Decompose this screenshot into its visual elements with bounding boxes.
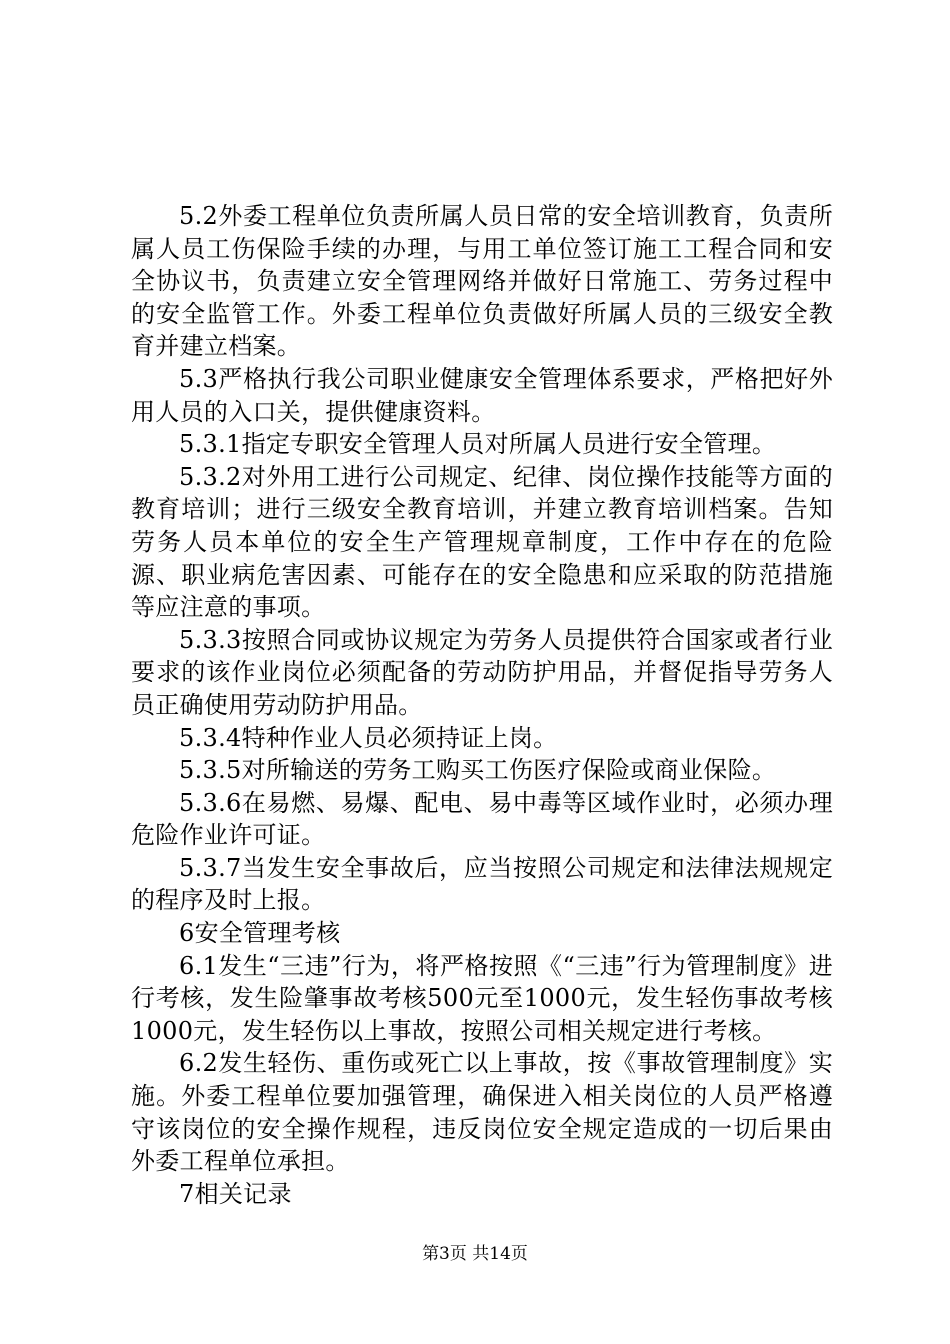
heading-7: 7相关记录 <box>179 1179 292 1208</box>
page-number: 第3页 共14页 <box>422 1244 528 1264</box>
heading-6: 6安全管理考核 <box>179 919 341 948</box>
paragraph-5-3-1: 5.3.1指定专职安全管理人员对所属人员进行安全管理。 <box>179 430 777 459</box>
paragraph-5-3-2: 5.3.2对外用工进行公司规定、纪律、岗位操作技能等方面的教育培训；进行三级安全教育培训，并建立教育培训档案。告知劳务人员本单位的安全生产管理规章制度，工作中存在的危险源、职业病危害因素、可能存在的安全隐患和应采取的防范措施等应注意的事项。 <box>131 462 833 622</box>
paragraph-5-3-4: 5.3.4特种作业人员必须持证上岗。 <box>179 723 558 752</box>
paragraph-5-3-3: 5.3.3按照合同或协议规定为劳务人员提供符合国家或者行业要求的该作业岗位必须配备的劳动防护用品，并督促指导劳务人员正确使用劳动防护用品。 <box>131 625 833 719</box>
paragraph-6-2: 6.2发生轻伤、重伤或死亡以上事故，按《事故管理制度》实施。外委工程单位要加强管理，确保进入相关岗位的人员严格遵守该岗位的安全操作规程，违反岗位安全规定造成的一切后果由外委工程单位承担。 <box>131 1049 833 1176</box>
paragraph-5-3-6: 5.3.6在易燃、易爆、配电、易中毒等区域作业时，必须办理危险作业许可证。 <box>131 788 833 850</box>
paragraph-5-3-7: 5.3.7当发生安全事故后，应当按照公司规定和法律法规规定的程序及时上报。 <box>131 853 833 915</box>
paragraph-6-1: 6.1发生“三违”行为，将严格按照《“三违”行为管理制度》进行考核，发生险肇事故考核500元至1000元，发生轻伤事故考核1000元，发生轻伤以上事故，按照公司相关规定进行考核。 <box>131 951 833 1045</box>
paragraph-5-3: 5.3严格执行我公司职业健康安全管理体系要求，严格把好外用人员的入口关，提供健康资料。 <box>131 364 833 426</box>
document-body <box>131 200 833 1210</box>
paragraph-5-2: 5.2外委工程单位负责所属人员日常的安全培训教育，负责所属人员工伤保险手续的办理，与用工单位签订施工工程合同和安全协议书，负责建立安全管理网络并做好日常施工、劳务过程中的安全监管工作。外委工程单位负责做好所属人员的三级安全教育并建立档案。 <box>131 202 833 361</box>
paragraph-5-3-5: 5.3.5对所输送的劳务工购买工伤医疗保险或商业保险。 <box>179 756 777 785</box>
